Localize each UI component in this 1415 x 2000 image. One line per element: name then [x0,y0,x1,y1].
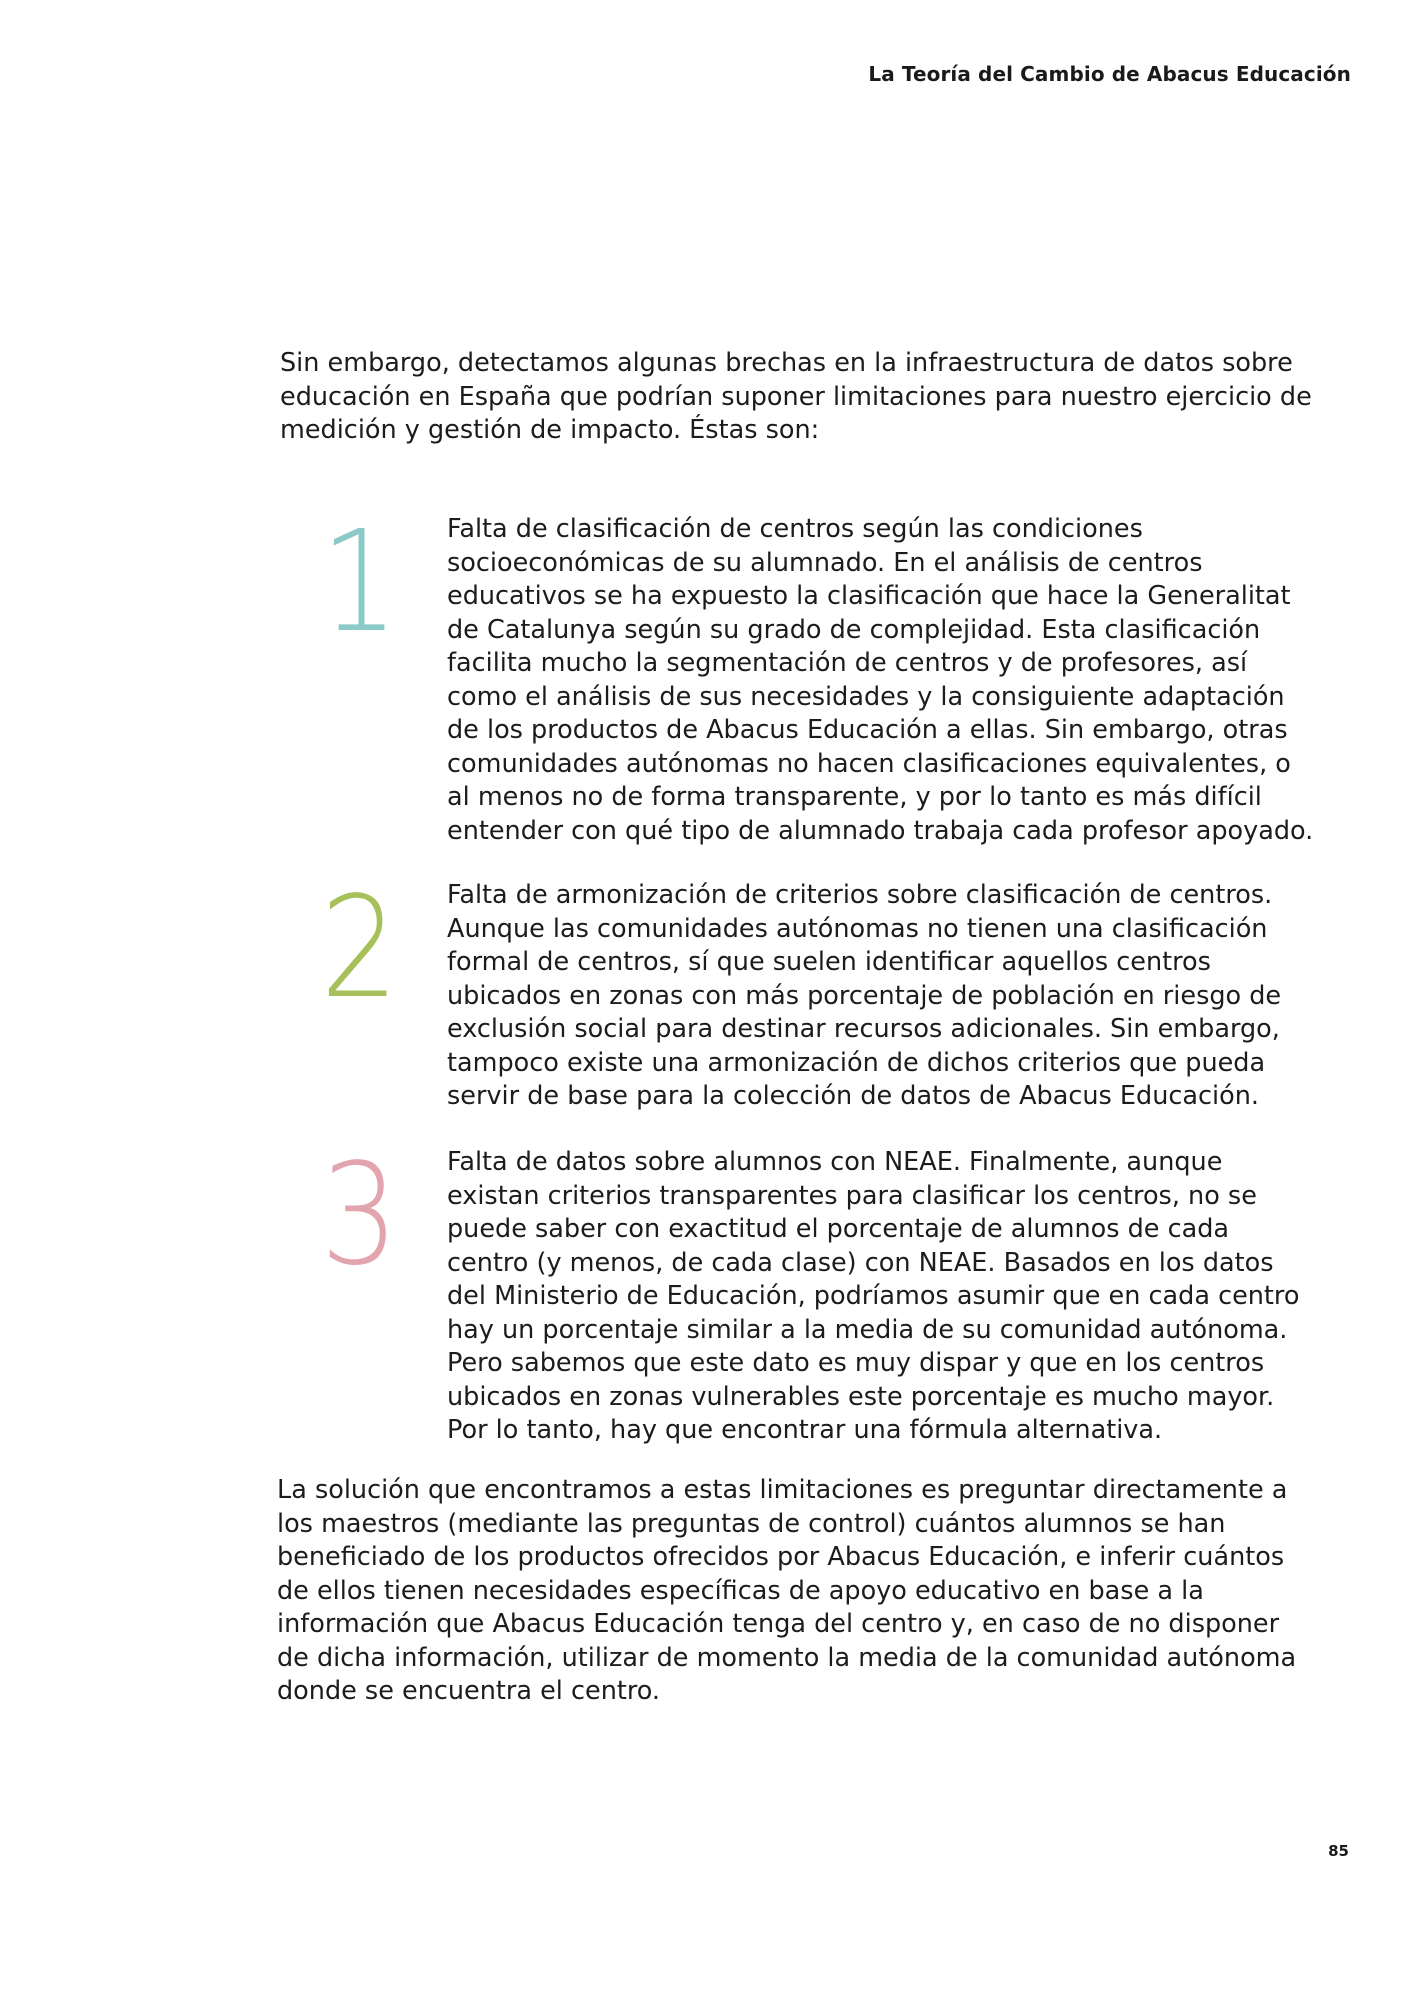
intro-paragraph: Sin embargo, detectamos algunas brechas en la infraestructura de datos sobre educación en España que podrían suponer limitaciones para nuestro ejercicio de medición y gestión de impacto. Éstas son: [280,348,1312,445]
item-text-1: Falta de clasificación de centros según las condiciones socioeconómicas de su alumnado. En el análisis de centros educativos se ha expuesto la clasificación que hace la Generalitat de Catalunya según su grado de complejidad. Esta clasificación facilita mucho la segmentación de centros y de profesores, así como el análisis de sus necesidades y la consiguiente adaptación de los productos de Abacus Educación a ellas. Sin embargo, otras comunidades autónomas no hacen clasificaciones equivalentes, o al menos no de forma transparente, y por lo tanto es más difícil entender con qué tipo de alumnado trabaja cada profesor apoyado. [447,514,1314,846]
item-text-2: Falta de armonización de criterios sobre clasificación de centros. Aunque las comunidades autónomas no tienen una clasificación formal de centros, sí que suelen identificar aquellos centros ubicados en zonas con más porcentaje de población en riesgo de exclusión social para destinar recursos adicionales. Sin embargo, tampoco existe una armonización de dichos criterios que pueda servir de base para la colección de datos de Abacus Educación. [447,880,1282,1111]
item-number-1: 1 [320,501,400,664]
closing-paragraph: La solución que encontramos a estas limitaciones es preguntar directamente a los maestros (mediante las preguntas de control) cuántos alumnos se han beneficiado de los productos ofrecidos por Abacus Educación, e inferir cuántos de ellos tienen necesidades específicas de apoyo educativo en base a la información que Abacus Educación tenga del centro y, en caso de no disponer de dicha información, utilizar de momento la media de la comunidad autónoma donde se encuentra el centro. [277,1475,1297,1706]
item-text-3: Falta de datos sobre alumnos con NEAE. Finalmente, aunque existan criterios transparentes para clasificar los centros, no se puede saber con exactitud el porcentaje de alumnos de cada centro (y menos, de cada clase) con NEAE. Basados en los datos del Ministerio de Educación, podríamos asumir que en cada centro hay un porcentaje similar a la media de su comunidad autónoma. Pero sabemos que este dato es muy dispar y que en los centros ubicados en zonas vulnerables este porcentaje es mucho mayor. Por lo tanto, hay que encontrar una fórmula alternativa. [447,1147,1300,1445]
item-number-2: 2 [320,867,400,1030]
page-number: 85 [1328,1842,1349,1860]
item-number-3: 3 [320,1134,400,1297]
running-header: La Teoría del Cambio de Abacus Educación [868,62,1351,86]
